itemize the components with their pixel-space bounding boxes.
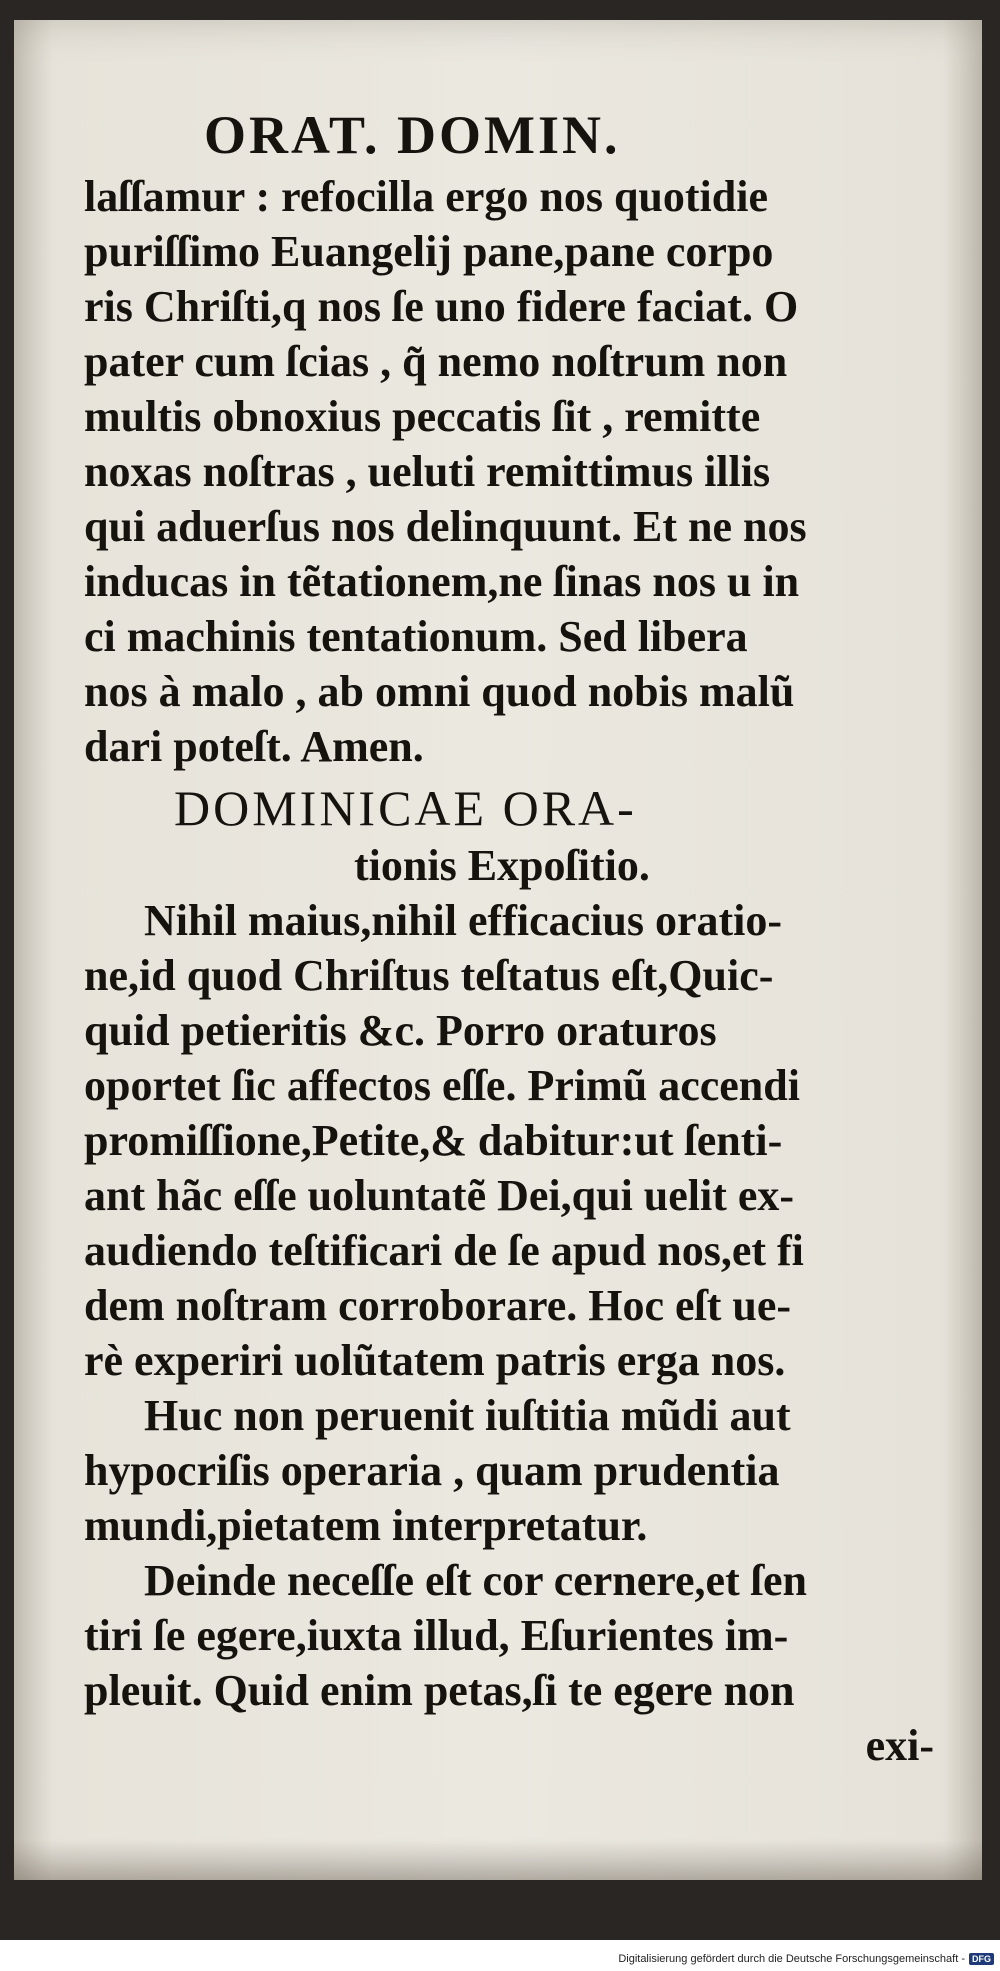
text-line: Deinde neceſſe eſt cor cernere,et ſen <box>144 1556 807 1605</box>
page-text <box>84 105 944 1773</box>
text-line: rè experiri uolũtatem patris erga nos. <box>84 1336 786 1385</box>
text-line: multis obnoxius peccatis ſit , remitte <box>84 392 761 441</box>
section-subheading: tionis Expoſitio. <box>354 841 650 890</box>
text-line: ne,id quod Chriſtus teſtatus eſt,Quic- <box>84 951 774 1000</box>
text-line: Huc non peruenit iuſtitia mũdi aut <box>144 1391 791 1440</box>
text-line: promiſſione,Petite,& dabitur:ut ſenti- <box>84 1116 783 1165</box>
text-line: laſſamur : refocilla ergo nos quotidie <box>84 172 768 221</box>
text-line: dem noſtram corroborare. Hoc eſt ue- <box>84 1281 792 1330</box>
catchword: exi- <box>865 1721 934 1770</box>
text-line: noxas noſtras , ueluti remittimus illis <box>84 447 771 496</box>
footer-credit <box>618 1953 994 1965</box>
text-line: tiri ſe egere,iuxta illud, Eſurientes im- <box>84 1611 789 1660</box>
page-shadow <box>14 1840 982 1880</box>
text-line: oportet ſic affectos eſſe. Primũ accendi <box>84 1061 800 1110</box>
text-line: ant hãc eſſe uoluntatẽ Dei,qui uelit ex- <box>84 1171 795 1220</box>
paragraph-deinde <box>84 1553 944 1718</box>
footer-credit-text: Digitalisierung gefördert durch die Deutsche Forschungsgemeinschaft - <box>618 1953 965 1965</box>
text-line: pleuit. Quid enim petas,ſi te egere non <box>84 1666 795 1715</box>
paragraph-huc <box>84 1388 944 1553</box>
text-line: ris Chriſti,q nos ſe uno fidere faciat. O <box>84 282 799 331</box>
text-line: ci machinis tentationum. Sed libera <box>84 612 748 661</box>
text-line: qui aduerſus nos delinquunt. Et ne nos <box>84 502 807 551</box>
text-line: hypocriſis operaria , quam prudentia <box>84 1446 780 1495</box>
running-head: ORAT. DOMIN. <box>204 105 621 165</box>
text-line: mundi,pietatem interpretatur. <box>84 1501 648 1550</box>
text-line: dari poteſt. Amen. <box>84 722 424 771</box>
text-line: pater cum ſcias , q̃ nemo noſtrum non <box>84 337 788 386</box>
text-line: Nihil maius,nihil efficacius oratio- <box>144 896 782 945</box>
text-line: quid petieritis &c. Porro oraturos <box>84 1006 717 1055</box>
text-line: puriſſimo Euangelij pane,pane corpo <box>84 227 774 276</box>
book-page <box>14 20 982 1880</box>
paragraph-exposition <box>84 893 944 1388</box>
text-line: nos à malo , ab omni quod nobis malũ <box>84 667 795 716</box>
dfg-logo-icon: DFG <box>969 1953 994 1965</box>
text-line: inducas in tẽtationem,ne ſinas nos u in <box>84 557 800 606</box>
section-heading: DOMINICAE ORA- <box>174 780 637 836</box>
text-line: audiendo teſtificari de ſe apud nos,et fi <box>84 1226 804 1275</box>
paragraph-prayer-end <box>84 169 944 774</box>
